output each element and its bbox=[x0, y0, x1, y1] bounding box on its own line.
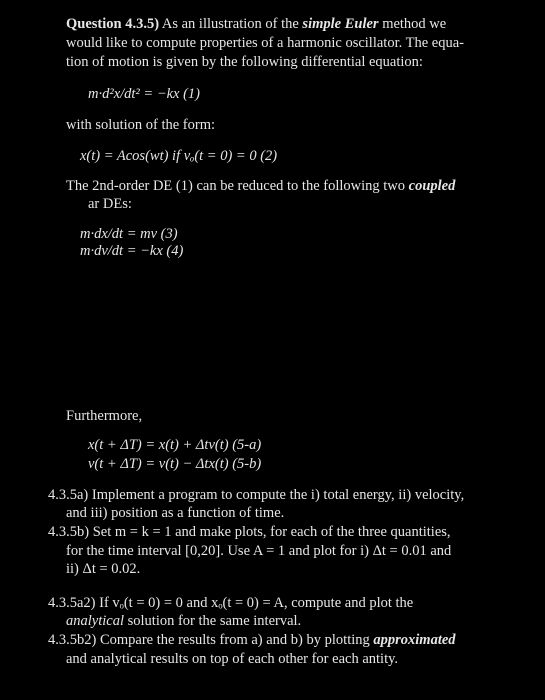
task-line: for the time interval [0,20]. Use A = 1 and plot for i) Δt = 0.01 and bbox=[66, 543, 452, 559]
equation-3: m·dx/dt = mv (3) bbox=[80, 226, 178, 242]
text-line: tion of motion is given by the following differential equation: bbox=[66, 54, 423, 70]
equation-4: m·dv/dt = −kx (4) bbox=[80, 243, 184, 259]
text-line: with solution of the form: bbox=[66, 117, 216, 133]
task-line: 4.3.5a) Implement a program to compute the i) total energy, ii) velocity, bbox=[48, 487, 465, 503]
text-span: method we bbox=[378, 16, 447, 32]
question-heading-line bbox=[66, 16, 446, 33]
emphasis-text: simple Euler bbox=[302, 16, 379, 32]
task-line: 4.3.5a2) If vₒ(t = 0) = 0 and xₒ(t = 0) = A, compute and plot the bbox=[48, 595, 414, 611]
text-span: 4.3.5b2) Compare the results from a) and b) by plotting bbox=[48, 632, 374, 648]
equation-1: m·d²x/dt² = −kx (1) bbox=[88, 86, 201, 102]
task-line: ii) Δt = 0.02. bbox=[66, 561, 141, 577]
text-span: The 2nd-order DE (1) can be reduced to the following two bbox=[66, 178, 409, 194]
task-line: and iii) position as a function of time. bbox=[66, 505, 285, 521]
equation-2: x(t) = Acos(wt) if vₒ(t = 0) = 0 (2) bbox=[80, 148, 278, 164]
emphasis-text: approximated bbox=[373, 632, 456, 648]
equation-5b: v(t + ΔT) = v(t) − Δtx(t) (5-b) bbox=[88, 456, 262, 472]
text-line: ar DEs: bbox=[88, 196, 132, 212]
text-line: would like to compute properties of a harmonic oscillator. The equa- bbox=[66, 35, 464, 51]
text-span: solution for the same interval. bbox=[124, 613, 302, 629]
text-line bbox=[66, 178, 455, 195]
text-span: As an illustration of the bbox=[159, 16, 303, 32]
task-line bbox=[66, 613, 301, 630]
task-line: and analytical results on top of each other for each antity. bbox=[66, 651, 399, 667]
emphasis-text: analytical bbox=[66, 613, 124, 629]
task-line: 4.3.5b) Set m = k = 1 and make plots, for each of the three quantities, bbox=[48, 524, 451, 540]
equation-5a: x(t + ΔT) = x(t) + Δtv(t) (5-a) bbox=[88, 437, 262, 453]
emphasis-text: coupled bbox=[408, 178, 456, 194]
task-line bbox=[48, 632, 456, 649]
text-line: Furthermore, bbox=[66, 408, 143, 424]
question-number: Question 4.3.5) bbox=[66, 16, 160, 32]
